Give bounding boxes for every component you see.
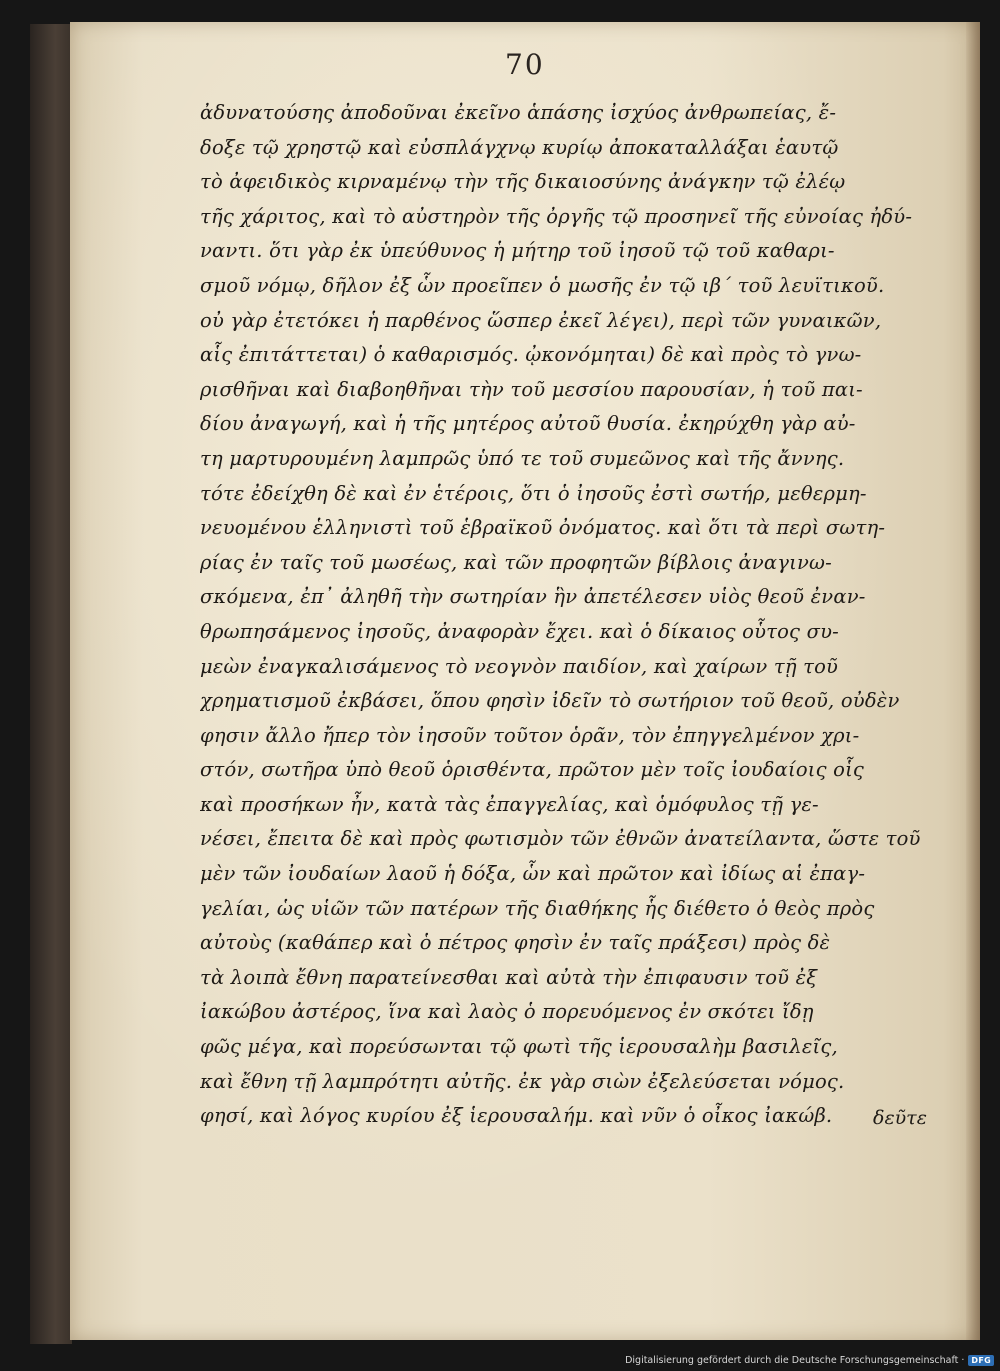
text-line: φῶς μέγα, καὶ πορεύσωνται τῷ φωτὶ τῆς ἱερουσαλὴμ βασιλεῖς, bbox=[200, 1035, 838, 1059]
binding-board bbox=[30, 24, 72, 1344]
page-number: 70 bbox=[505, 48, 545, 81]
text-line: καὶ προσήκων ἦν, κατὰ τὰς ἐπαγγελίας, καὶ ὁμόφυλος τῇ γε- bbox=[200, 792, 819, 816]
digitization-footer bbox=[625, 1350, 1000, 1371]
footer-credit: Digitalisierung gefördert durch die Deutsche Forschungsgemeinschaft · bbox=[625, 1355, 965, 1366]
text-block bbox=[200, 96, 945, 1134]
text-line: ἰακώβου ἀστέρος, ἵνα καὶ λαὸς ὁ πορευόμενος ἐν σκότει ἴδῃ bbox=[200, 1000, 814, 1024]
text-line: φησί, καὶ λόγος κυρίου ἐξ ἱερουσαλήμ. καὶ νῦν ὁ οἶκος ἰακώβ. bbox=[200, 1104, 833, 1128]
text-line: μεὼν ἐναγκαλισάμενος τὸ νεογνὸν παιδίον, καὶ χαίρων τῇ τοῦ bbox=[200, 654, 839, 678]
text-line: καὶ ἔθνη τῇ λαμπρότητι αὐτῆς. ἐκ γὰρ σιὼν ἐξελεύσεται νόμος. bbox=[200, 1069, 845, 1093]
text-line: τότε ἐδείχθη δὲ καὶ ἐν ἑτέροις, ὅτι ὁ ἰησοῦς ἐστὶ σωτήρ, μεθερμη- bbox=[200, 481, 867, 505]
text-line: οὐ γὰρ ἐτετόκει ἡ παρθένος ὥσπερ ἐκεῖ λέγει), περὶ τῶν γυναικῶν, bbox=[200, 308, 882, 332]
text-line: φησιν ἄλλο ἤπερ τὸν ἰησοῦν τοῦτον ὁρᾶν, τὸν ἐπηγγελμένον χρι- bbox=[200, 723, 860, 747]
text-line: δοξε τῷ χρηστῷ καὶ εὐσπλάγχνῳ κυρίῳ ἀποκαταλλάξαι ἑαυτῷ bbox=[200, 135, 839, 159]
text-line: ρισθῆναι καὶ διαβοηθῆναι τὴν τοῦ μεσσίου παρουσίαν, ἡ τοῦ παι- bbox=[200, 377, 863, 401]
text-line: χρηματισμοῦ ἐκβάσει, ὅπου φησὶν ἰδεῖν τὸ σωτήριον τοῦ θεοῦ, οὐδὲν bbox=[200, 689, 900, 713]
text-line: γελίαι, ὡς υἱῶν τῶν πατέρων τῆς διαθήκης ἧς διέθετο ὁ θεὸς πρὸς bbox=[200, 896, 875, 920]
text-line: σκόμενα, ἐπ᾽ ἀληθῆ τὴν σωτηρίαν ἣν ἀπετέλεσεν υἱὸς θεοῦ ἐναν- bbox=[200, 585, 866, 609]
text-line: θρωπησάμενος ἰησοῦς, ἀναφορὰν ἔχει. καὶ ὁ δίκαιος οὗτος συ- bbox=[200, 619, 839, 643]
text-line: ναντι. ὅτι γὰρ ἐκ ὑπεύθυνος ἡ μήτηρ τοῦ ἰησοῦ τῷ τοῦ καθαρι- bbox=[200, 239, 835, 263]
text-line: τῆς χάριτος, καὶ τὸ αὐστηρὸν τῆς ὀργῆς τῷ προσηνεῖ τῆς εὐνοίας ἠδύ- bbox=[200, 204, 913, 228]
page-edge bbox=[966, 22, 980, 1340]
text-line: στόν, σωτῆρα ὑπὸ θεοῦ ὁρισθέντα, πρῶτον μὲν τοῖς ἰουδαίοις οἷς bbox=[200, 758, 865, 782]
text-line: νευομένου ἑλληνιστὶ τοῦ ἑβραϊκοῦ ὀνόματος. καὶ ὅτι τὰ περὶ σωτη- bbox=[200, 516, 886, 540]
dfg-logo: DFG bbox=[968, 1355, 994, 1366]
text-line: αἷς ἐπιτάττεται) ὁ καθαρισμός. ᾠκονόμηται) δὲ καὶ πρὸς τὸ γνω- bbox=[200, 343, 862, 367]
text-line: αὐτοὺς (καθάπερ καὶ ὁ πέτρος φησὶν ἐν ταῖς πράξεσι) πρὸς δὲ bbox=[200, 931, 831, 955]
text-line: ρίας ἐν ταῖς τοῦ μωσέως, καὶ τῶν προφητῶν βίβλοις ἀναγινω- bbox=[200, 550, 832, 574]
text-line: τη μαρτυρουμένη λαμπρῶς ὑπό τε τοῦ συμεῶνος καὶ τῆς ἄννης. bbox=[200, 446, 845, 470]
catchword: δεῦτε bbox=[873, 1107, 927, 1129]
text-line: σμοῦ νόμῳ, δῆλον ἐξ ὧν προεῖπεν ὁ μωσῆς ἐν τῷ ιβ΄ τοῦ λευϊτικοῦ. bbox=[200, 273, 885, 297]
text-line: νέσει, ἔπειτα δὲ καὶ πρὸς φωτισμὸν τῶν ἐθνῶν ἀνατείλαντα, ὥστε τοῦ bbox=[200, 827, 921, 851]
text-line: τὸ ἀφειδικὸς κιρναμένῳ τὴν τῆς δικαιοσύνης ἀνάγκην τῷ ἐλέῳ bbox=[200, 170, 846, 194]
text-line: μὲν τῶν ἰουδαίων λαοῦ ἡ δόξα, ὧν καὶ πρῶτον καὶ ἰδίως αἱ ἐπαγ- bbox=[200, 862, 866, 886]
text-line: δίου ἀναγωγή, καὶ ἡ τῆς μητέρος αὐτοῦ θυσία. ἐκηρύχθη γὰρ αὐ- bbox=[200, 412, 856, 436]
text-line: τὰ λοιπὰ ἔθνη παρατείνεσθαι καὶ αὐτὰ τὴν ἐπιφαυσιν τοῦ ἐξ bbox=[200, 965, 818, 989]
text-line: ἀδυνατούσης ἀποδοῦναι ἐκεῖνο ἁπάσης ἰσχύος ἀνθρωπείας, ἔ- bbox=[200, 101, 837, 124]
